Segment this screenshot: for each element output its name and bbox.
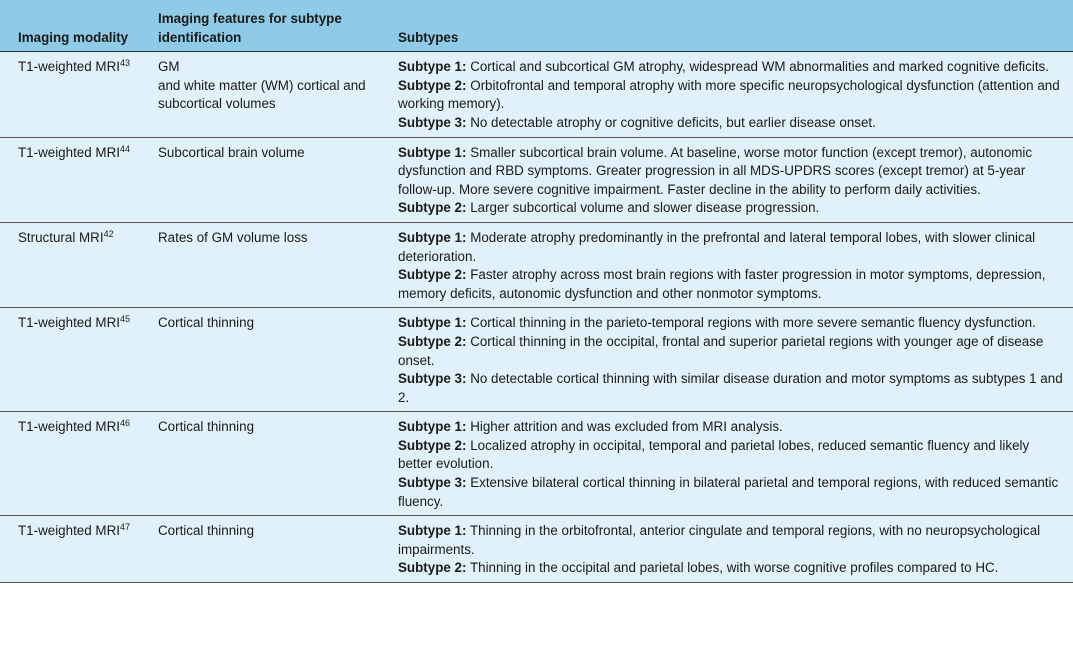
subtype-entry [398, 199, 1065, 218]
table-row [0, 516, 1073, 583]
subtype-entry [398, 522, 1065, 559]
reference-superscript: 46 [119, 418, 130, 429]
table-row [0, 137, 1073, 222]
modality-text: T1-weighted MRI [18, 315, 120, 331]
table-row [0, 52, 1073, 137]
imaging-feature-cell: Rates of GM volume loss [149, 222, 389, 307]
modality-text: T1-weighted MRI [18, 419, 120, 435]
imaging-feature-cell: Cortical thinning [149, 516, 389, 583]
subtype-entry [398, 370, 1065, 407]
reference-superscript: 43 [119, 58, 130, 69]
subtype-description: Larger subcortical volume and slower disease progression. [470, 200, 820, 216]
subtypes-cell [389, 412, 1073, 516]
imaging-feature-cell: GM and white matter (WM) cortical and subcortical volumes [149, 52, 389, 137]
imaging-feature-cell: Subcortical brain volume [149, 137, 389, 222]
modality-text: T1-weighted MRI [18, 523, 120, 539]
subtype-entry [398, 77, 1065, 114]
imaging-modality-cell [0, 516, 149, 583]
subtype-description: Higher attrition and was excluded from MRI analysis. [470, 419, 783, 435]
imaging-feature-cell: Cortical thinning [149, 308, 389, 412]
subtypes-cell [389, 308, 1073, 412]
subtype-description: Faster atrophy across most brain regions with faster progression in motor symptoms, depression, memory deficits, autonomic dysfunction and other nonmotor symptoms. [398, 267, 1046, 301]
subtype-entry [398, 437, 1065, 474]
header-imaging-features: Imaging features for subtype identification [149, 1, 389, 52]
subtype-label: Subtype 1: [398, 59, 467, 75]
imaging-modality-cell [0, 222, 149, 307]
subtype-entry [398, 266, 1065, 303]
subtype-label: Subtype 3: [398, 475, 467, 491]
subtype-label: Subtype 2: [398, 437, 467, 453]
subtype-description: Orbitofrontal and temporal atrophy with more specific neuropsychological dysfunction (attention and working memory). [398, 77, 1060, 112]
subtypes-cell [389, 516, 1073, 583]
subtype-entry [398, 229, 1065, 266]
subtype-description: Thinning in the occipital and parietal lobes, with worse cognitive profiles compared to HC. [469, 560, 999, 576]
subtype-entry [398, 314, 1065, 333]
subtype-entry [398, 114, 1065, 133]
table-row [0, 412, 1073, 516]
modality-text: Structural MRI [18, 229, 104, 245]
table-header [0, 1, 1073, 52]
header-row [0, 1, 1073, 52]
subtype-entry [398, 333, 1065, 370]
subtype-label: Subtype 1: [398, 523, 467, 539]
header-subtypes: Subtypes [389, 1, 1073, 52]
subtype-entry [398, 58, 1065, 77]
subtype-description: Localized atrophy in occipital, temporal and parietal lobes, reduced semantic fluency and likely better evolution. [398, 437, 1030, 472]
subtype-label: Subtype 2: [398, 560, 467, 576]
imaging-modality-cell [0, 412, 149, 516]
imaging-modality-cell [0, 308, 149, 412]
table-row [0, 222, 1073, 307]
reference-superscript: 44 [119, 143, 130, 154]
table-body [0, 52, 1073, 583]
subtype-description: Cortical and subcortical GM atrophy, widespread WM abnormalities and marked cognitive deficits. [470, 59, 1049, 75]
subtype-entry [398, 474, 1065, 511]
subtype-description: No detectable atrophy or cognitive deficits, but earlier disease onset. [470, 114, 876, 130]
subtype-label: Subtype 1: [398, 144, 467, 160]
subtype-label: Subtype 1: [398, 419, 467, 435]
imaging-modality-cell [0, 137, 149, 222]
table-row [0, 308, 1073, 412]
subtype-description: No detectable cortical thinning with similar disease duration and motor symptoms as subtypes 1 and 2. [398, 371, 1063, 405]
subtype-entry [398, 559, 1065, 578]
reference-superscript: 47 [119, 522, 130, 533]
header-imaging-modality: Imaging modality [0, 1, 149, 52]
subtype-label: Subtype 2: [398, 77, 467, 93]
subtype-description: Smaller subcortical brain volume. At baseline, worse motor function (except tremor), autonomic dysfunction and RBD symptoms. Greater progression in all MDS-UPDRS scores (except tremor) at 5-year follow-up. More severe cognitive impairment. Faster decline in the ability to perform daily activities. [398, 144, 1033, 197]
subtype-description: Cortical thinning in the occipital, frontal and superior parietal regions with younger age of disease onset. [398, 333, 1044, 368]
subtype-label: Subtype 1: [398, 315, 467, 331]
subtypes-cell [389, 222, 1073, 307]
subtype-label: Subtype 1: [398, 229, 467, 245]
subtype-description: Cortical thinning in the parieto-temporal regions with more severe semantic fluency dysfunction. [470, 315, 1036, 331]
imaging-feature-cell: Cortical thinning [149, 412, 389, 516]
subtype-label: Subtype 3: [398, 371, 467, 387]
reference-superscript: 42 [103, 228, 114, 239]
subtype-description: Moderate atrophy predominantly in the prefrontal and lateral temporal lobes, with slower clinical deterioration. [398, 229, 1036, 264]
subtype-entry [398, 418, 1065, 437]
subtype-description: Extensive bilateral cortical thinning in bilateral parietal and temporal regions, with reduced semantic fluency. [398, 475, 1059, 509]
reference-superscript: 45 [119, 314, 130, 325]
subtype-label: Subtype 3: [398, 114, 467, 130]
subtype-label: Subtype 2: [398, 267, 467, 283]
subtype-description: Thinning in the orbitofrontal, anterior cingulate and temporal regions, with no neuropsychological impairments. [398, 523, 1041, 557]
imaging-modality-cell [0, 52, 149, 137]
subtype-entry [398, 144, 1065, 200]
modality-text: T1-weighted MRI [18, 59, 120, 75]
subtypes-cell [389, 137, 1073, 222]
modality-text: T1-weighted MRI [18, 144, 120, 160]
subtype-label: Subtype 2: [398, 333, 467, 349]
subtype-label: Subtype 2: [398, 200, 467, 216]
subtypes-cell [389, 52, 1073, 137]
